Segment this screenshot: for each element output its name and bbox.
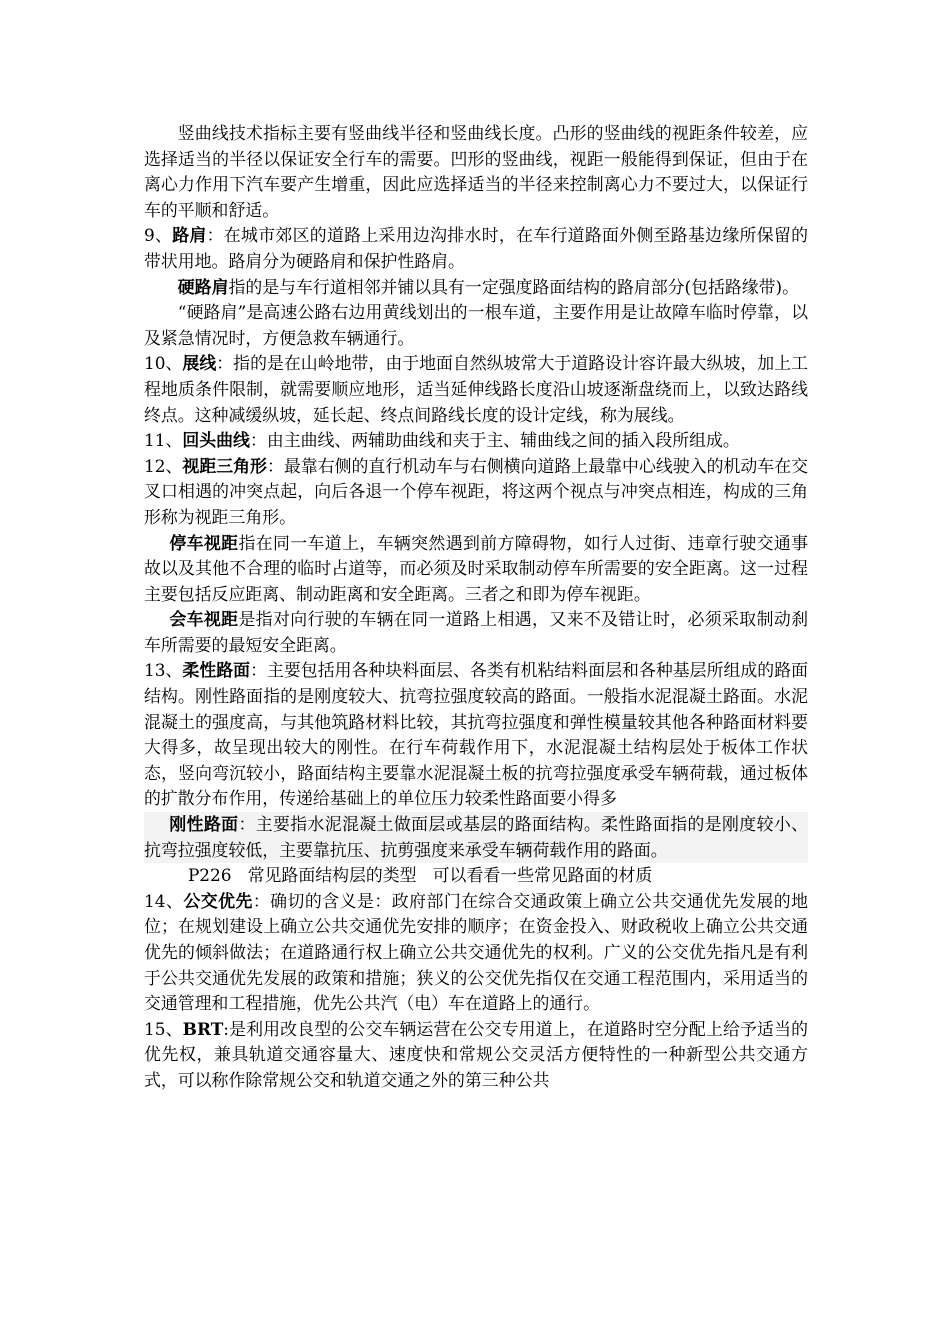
term-hard-shoulder: 硬路肩: [177, 276, 229, 297]
term-sight-triangle: 视距三角形: [182, 455, 267, 476]
document-body: [144, 121, 808, 1094]
term-meeting-sight-distance: 会车视距: [169, 609, 239, 630]
term-stopping-sight-distance: 停车视距: [169, 532, 239, 553]
term-rigid-pavement: 刚性路面: [169, 814, 239, 835]
paragraph-12-sight-triangle: 12、视距三角形：最靠右侧的直行机动车与右侧横向道路上最靠中心线驶入的机动车在交叉口相遇的冲突点起，向后各退一个停车视距，将这两个视点与冲突点相连，构成的三角形称为视距三角形。: [144, 455, 809, 527]
paragraph-rigid-pavement: 刚性路面：主要指水泥混凝土做面层或基层的路面结构。柔性路面指的是刚度较小、抗弯拉强度较低，主要靠抗压、抗剪强度来承受车辆荷载作用的路面。: [144, 812, 808, 863]
paragraph-14-transit-priority: 14、公交优先：确切的含义是：政府部门在综合交通政策上确立公共交通优先发展的地位；在规划建设上确立公共交通优先安排的顺序；在资金投入、财政税收上确立公共交通优先的倾斜做法；在道路通行权上确立公共交通优先的权利。广义的公交优先指凡是有利于公共交通优先发展的政策和措施；狭义的公交优先指仅在交通工程范围内，采用适当的交通管理和工程措施，优先公共汽（电）车在道路上的通行。: [144, 890, 809, 1014]
term-brt: BRT: [182, 1018, 224, 1039]
paragraph-vertical-curve: 竖曲线技术指标主要有竖曲线半径和竖曲线长度。凸形的竖曲线的视距条件较差，应选择适当的半径以保证安全行车的需要。凹形的竖曲线，视距一般能得到保证，但由于在离心力作用下汽车要产生增重，因此应选择适当的半径来控制离心力不要过大，以保证行车的平顺和舒适。: [144, 123, 808, 220]
paragraph-15-brt: 15、BRT:是利用改良型的公交车辆运营在公交专用道上，在道路时空分配上给予适当的优先权，兼具轨道交通容量大、速度快和常规公交灵活方便特性的一种新型公共交通方式，可以称作除常规公交和轨道交通之外的第三种公共: [144, 1018, 808, 1090]
paragraph-13-flexible-pavement: 13、柔性路面：主要包括用各种块料面层、各类有机粘结料面层和各种基层所组成的路面结构。刚性路面指的是刚度较大、抗弯拉强度较高的路面。一般指水泥混凝土路面。水泥混凝土的强度高，与其他筑路材料比较，其抗弯拉强度和弹性模量较其他各种路面材料要大得多，故呈现出较大的刚性。在行车荷载作用下，水泥混凝土结构层处于板体工作状态，竖向弯沉较小，路面结构主要靠水泥混凝土板的抗弯拉强度承受车辆荷载，通过板体的扩散分布作用，传递给基础上的单位压力较柔性路面要小得多: [144, 660, 809, 809]
paragraph-p226-note: P226 常见路面结构层的类型 可以看看一些常见路面的材质: [187, 865, 653, 886]
term-transit-priority: 公交优先: [183, 890, 253, 911]
term-switchback-curve: 回头曲线: [182, 430, 250, 451]
term-development-line: 展线: [182, 353, 217, 374]
paragraph-stopping-sight: 停车视距指在同一车道上，车辆突然遇到前方障碍物，如行人过街、违章行驶交通事故以及其他不合理的临时占道等，而必须及时采取制动停车所需要的安全距离。这一过程主要包括反应距离、制动距离和安全距离。三者之和即为停车视距。: [144, 532, 809, 604]
paragraph-meeting-sight: 会车视距是指对向行驶的车辆在同一道路上相遇，又来不及错让时，必须采取制动刹车所需要的最短安全距离。: [144, 609, 809, 655]
paragraph-hard-shoulder-2: “硬路肩”是高速公路右边用黄线划出的一根车道，主要作用是让故障车临时停靠，以及紧急情况时，方便急救车辆通行。: [144, 302, 808, 348]
paragraph-10-development-line: 10、展线：指的是在山岭地带，由于地面自然纵坡常大于道路设计容许最大纵坡，加上工程地质条件限制，就需要顺应地形，适当延伸线路长度沿山坡逐渐盘绕而上，以致达路线终点。这种减缓纵坡，延长起、终点间路线长度的设计定线，称为展线。: [144, 353, 809, 425]
paragraph-9-shoulder: 9、路肩：在城市郊区的道路上采用边沟排水时，在车行道路面外侧至路基边缘所保留的带状用地。路肩分为硬路肩和保护性路肩。: [144, 225, 809, 271]
paragraph-hard-shoulder: 硬路肩指的是与车行道相邻并铺以具有一定强度路面结构的路肩部分(包括路缘带)。: [177, 276, 800, 297]
term-flexible-pavement: 柔性路面: [182, 660, 251, 681]
term-shoulder: 路肩: [172, 225, 207, 246]
paragraph-11-switchback: 11、回头曲线：由主曲线、两辅助曲线和夹于主、辅曲线之间的插入段所组成。: [144, 430, 740, 451]
